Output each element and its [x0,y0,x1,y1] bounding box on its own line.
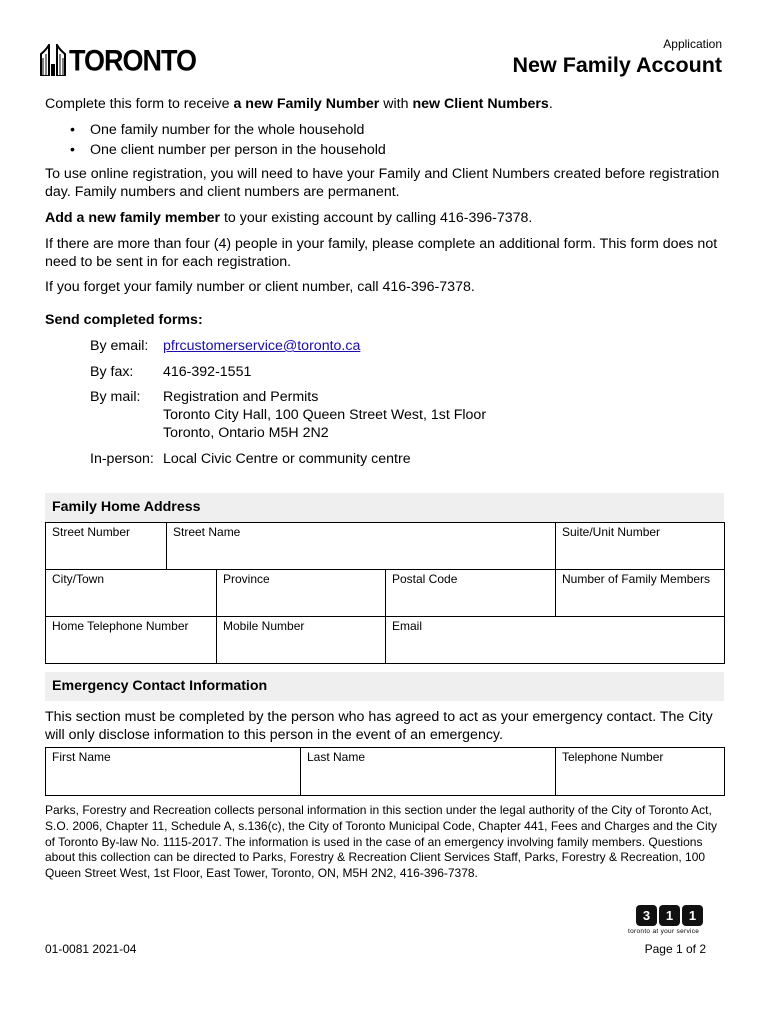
more-than-four-text: If there are more than four (4) people in your family, please complete an additional form. This form does not need to be sent in for each registration. [45,236,718,270]
table-row [46,569,724,616]
email-field[interactable]: Email [385,617,724,663]
contact-email-row [90,337,360,355]
emergency-note: This section must be completed by the person who has agreed to act as your emergency contact. The City will only disclose information to this person in the event of an emergency. [45,709,713,743]
bullet-list [70,120,386,160]
contact-fax-row [90,363,251,381]
intro-text: Complete this form to receive [45,96,234,112]
online-registration-text: To use online registration, you will need to have your Family and Client Numbers created before registration day. Family numbers and client numbers are permanent. [45,166,720,200]
mail-line: Toronto, Ontario M5H 2N2 [163,425,329,441]
add-member-bold: Add a new family member [45,210,221,226]
postal-code-field[interactable]: Postal Code [385,570,555,616]
intro-bold-client-numbers: new Client Numbers [412,96,549,112]
first-name-field[interactable]: First Name [52,750,111,764]
inperson-value: Local Civic Centre or community centre [163,451,411,467]
fax-label: By fax: [90,364,134,380]
email-label: By email: [90,338,149,354]
mail-address [163,388,486,442]
fax-value: 416-392-1551 [163,364,252,380]
privacy-notice: Parks, Forestry and Recreation collects personal information in this section under the legal authority of the City of Toronto Act, S.O. 2006, Chapter 11, Schedule A, s.136(c), the City of Toronto Municipal Code, Chapter 441, Fees and Charges and the City of Toronto By-law No. 1115-2017. The information is used in the case of an emergency involving family members. Questions about this collection can be directed to Parks, Forestry & Recreation Client Services Staff, Parks, Forestry & Recreation, 100 Queen Street West, 1st Floor, East Tower, Toronto, ON, M5H 2N2, 416-396-7378. [45,803,717,881]
311-tagline: toronto at your service [628,928,700,935]
emergency-table [45,747,725,796]
province-field[interactable]: Province [216,570,385,616]
city-field[interactable]: City/Town [52,572,105,586]
mobile-field[interactable]: Mobile Number [216,617,385,663]
forgot-number-text: If you forget your family number or client number, call 416-396-7378. [45,279,475,295]
email-link[interactable]: pfrcustomerservice@toronto.ca [163,338,361,354]
list-item: • One family number for the whole household [70,120,386,140]
inperson-label: In-person: [90,451,154,467]
section-heading: Family Home Address [52,499,201,515]
intro-line [45,95,730,113]
contact-inperson-row [90,450,411,468]
address-table [45,522,725,664]
contact-mail-row [90,388,486,442]
street-name-field[interactable]: Street Name [166,523,555,569]
street-number-field[interactable]: Street Number [52,525,131,539]
toronto-logo [40,44,196,76]
family-members-field[interactable]: Number of Family Members [555,570,724,616]
page-title: New Family Account [512,53,722,77]
311-logo [636,905,703,926]
page-number: Page 1 of 2 [644,942,706,956]
intro-text: . [548,96,553,112]
suite-unit-field[interactable]: Suite/Unit Number [555,523,724,569]
add-member-rest: to your existing account by calling 416-396-7378. [220,210,533,226]
badge-digit: 1 [682,905,703,926]
add-member-text [45,209,730,227]
mail-label: By mail: [90,389,141,405]
table-row [46,523,724,569]
address-section-header [45,493,724,522]
intro-text: with [379,96,413,112]
table-row [46,748,724,795]
last-name-field[interactable]: Last Name [300,748,555,795]
section-heading: Emergency Contact Information [52,678,268,694]
list-item: • One client number per person in the household [70,140,386,160]
document-type: Application [663,37,722,51]
telephone-field[interactable]: Telephone Number [555,748,724,795]
form-code: 01-0081 2021-04 [45,942,137,956]
mail-line: Registration and Permits [163,389,319,405]
logo-wordmark: TORONTO [69,44,197,78]
home-phone-field[interactable]: Home Telephone Number [52,619,189,633]
send-forms-heading: Send completed forms: [45,312,203,328]
badge-digit: 3 [636,905,657,926]
table-row [46,616,724,663]
emergency-section-header [45,672,724,701]
badge-digit: 1 [659,905,680,926]
mail-line: Toronto City Hall, 100 Queen Street West, 1st Floor [163,407,487,423]
city-hall-icon [40,44,66,76]
intro-bold-family-number: a new Family Number [233,96,380,112]
